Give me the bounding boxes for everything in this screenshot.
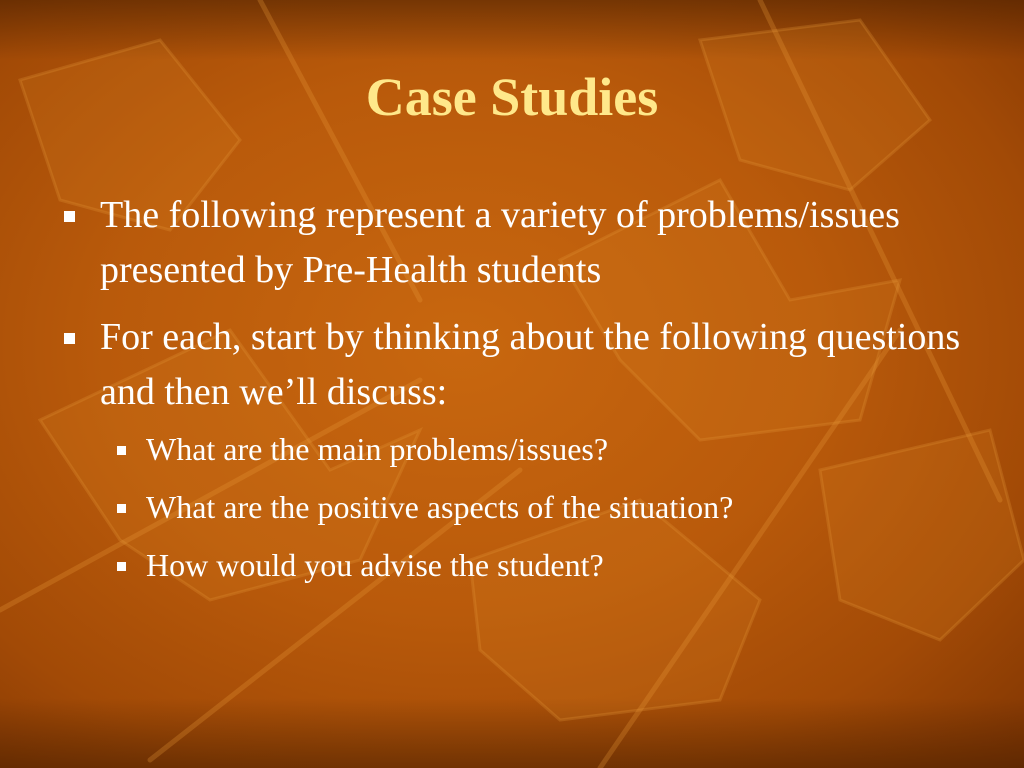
bullet-text: The following represent a variety of problems/issues presented by Pre-Health students: [100, 194, 900, 291]
square-bullet-icon: [64, 333, 75, 344]
square-bullet-icon: [117, 504, 126, 513]
sub-bullet-text: What are the main problems/issues?: [146, 431, 609, 467]
square-bullet-icon: [117, 446, 126, 455]
slide-title: Case Studies: [365, 67, 659, 127]
square-bullet-icon: [64, 211, 75, 222]
sub-bullet-list: [60, 420, 980, 594]
square-bullet-icon: [117, 562, 126, 571]
sub-bullet-item: [60, 478, 980, 536]
bullet-item: [60, 188, 980, 298]
bullet-item: [60, 310, 980, 420]
bullet-list: [60, 188, 980, 594]
bullet-text: For each, start by thinking about the following questions and then we’ll discuss:: [100, 316, 961, 413]
sub-bullet-item: [60, 420, 980, 478]
sub-bullet-item: [60, 536, 980, 594]
sub-bullet-text: What are the positive aspects of the situation?: [146, 489, 734, 525]
sub-bullet-text: How would you advise the student?: [146, 547, 604, 583]
